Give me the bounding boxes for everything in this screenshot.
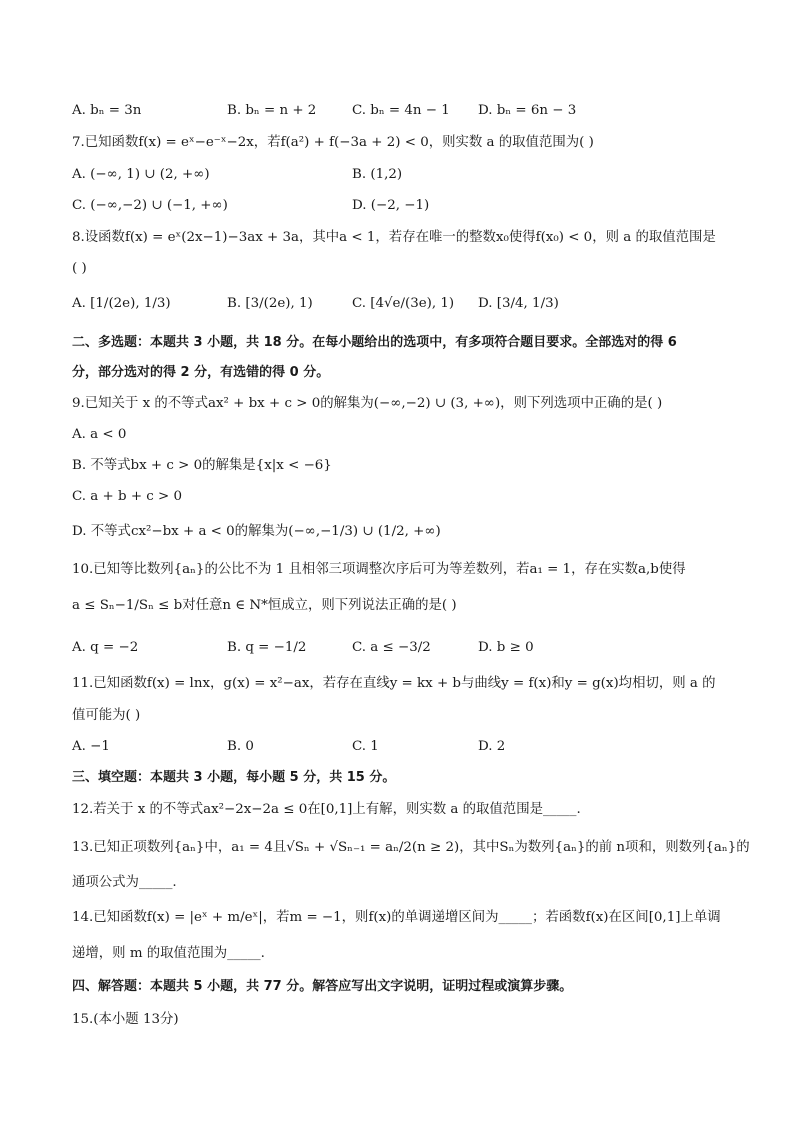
q7-option-b: B. (1,2) (352, 167, 403, 182)
q8-option-d: D. [3/4, 1/3) (478, 296, 559, 311)
q8-stem-line1: 8.设函数f(x) = eˣ(2x−1)−3ax + 3a，其中a < 1，若存在唯一的整数x₀使得f(x₀) < 0，则 a 的取值范围是 (72, 230, 716, 245)
q9-option-c: C. a + b + c > 0 (72, 489, 183, 504)
q6-option-c: C. bₙ = 4n − 1 (352, 103, 450, 118)
q8-stem-line2: ( ) (72, 261, 87, 276)
q10-option-d: D. b ≥ 0 (478, 640, 534, 655)
q10-stem-line1: 10.已知等比数列{aₙ}的公比不为 1 且相邻三项调整次序后可为等差数列，若a₁ = 1，存在实数a,b使得 (72, 562, 686, 577)
q9-stem: 9.已知关于 x 的不等式ax² + bx + c > 0的解集为(−∞,−2) ∪ (3, +∞)，则下列选项中正确的是( ) (72, 396, 663, 411)
q10-stem-line2: a ≤ Sₙ−1/Sₙ ≤ b对任意n ∈ N*恒成立，则下列说法正确的是( ) (72, 598, 457, 613)
section3-heading: 三、填空题：本题共 3 小题，每小题 5 分，共 15 分。 (72, 770, 396, 785)
q11-stem-line1: 11.已知函数f(x) = lnx，g(x) = x²−ax，若存在直线y = kx + b与曲线y = f(x)和y = g(x)均相切，则 a 的 (72, 676, 716, 691)
q11-option-a: A. −1 (72, 739, 110, 754)
q12-text: 12.若关于 x 的不等式ax²−2x−2a ≤ 0在[0,1]上有解，则实数 a 的取值范围是_____. (72, 802, 581, 817)
q9-option-d: D. 不等式cx²−bx + a < 0的解集为(−∞,−1/3) ∪ (1/2, +∞) (72, 524, 441, 539)
q11-option-d: D. 2 (478, 739, 506, 754)
section2-heading-line2: 分，部分选对的得 2 分，有选错的得 0 分。 (72, 365, 330, 380)
q14-line2: 递增，则 m 的取值范围为_____. (72, 946, 265, 961)
q7-option-a: A. (−∞, 1) ∪ (2, +∞) (72, 167, 210, 182)
q7-option-c: C. (−∞,−2) ∪ (−1, +∞) (72, 198, 228, 213)
q8-option-b: B. [3/(2e), 1) (227, 296, 313, 311)
q11-option-b: B. 0 (227, 739, 254, 754)
q8-option-a: A. [1/(2e), 1/3) (72, 296, 171, 311)
q13-line1: 13.已知正项数列{aₙ}中，a₁ = 4且√Sₙ + √Sₙ₋₁ = aₙ/2(n ≥ 2)，其中Sₙ为数列{aₙ}的前 n项和，则数列{aₙ}的 (72, 840, 750, 855)
section2-heading-line1: 二、多选题：本题共 3 小题，共 18 分。在每小题给出的选项中，有多项符合题目要求。全部选对的得 6 (72, 335, 677, 350)
q9-option-b: B. 不等式bx + c > 0的解集是{x|x < −6} (72, 458, 332, 473)
q7-stem: 7.已知函数f(x) = eˣ−e⁻ˣ−2x，若f(a²) + f(−3a + 2) < 0，则实数 a 的取值范围为( ) (72, 135, 594, 150)
q10-option-b: B. q = −1/2 (227, 640, 307, 655)
q13-line2: 通项公式为_____. (72, 875, 177, 890)
q9-option-a: A. a < 0 (72, 427, 127, 442)
q10-option-c: C. a ≤ −3/2 (352, 640, 431, 655)
q7-option-d: D. (−2, −1) (352, 198, 430, 213)
section4-heading: 四、解答题：本题共 5 小题，共 77 分。解答应写出文字说明，证明过程或演算步骤。 (72, 979, 573, 994)
q6-option-b: B. bₙ = n + 2 (227, 103, 317, 118)
q11-option-c: C. 1 (352, 739, 379, 754)
q10-option-a: A. q = −2 (72, 640, 139, 655)
q6-option-d: D. bₙ = 6n − 3 (478, 103, 577, 118)
q6-option-a: A. bₙ = 3n (72, 103, 142, 118)
q15-heading: 15.(本小题 13分) (72, 1012, 179, 1027)
q14-line1: 14.已知函数f(x) = |eˣ + m/eˣ|，若m = −1，则f(x)的单调递增区间为_____；若函数f(x)在区间[0,1]上单调 (72, 910, 721, 925)
q11-stem-line2: 值可能为( ) (72, 708, 141, 723)
q8-option-c: C. [4√e/(3e), 1) (352, 296, 455, 311)
